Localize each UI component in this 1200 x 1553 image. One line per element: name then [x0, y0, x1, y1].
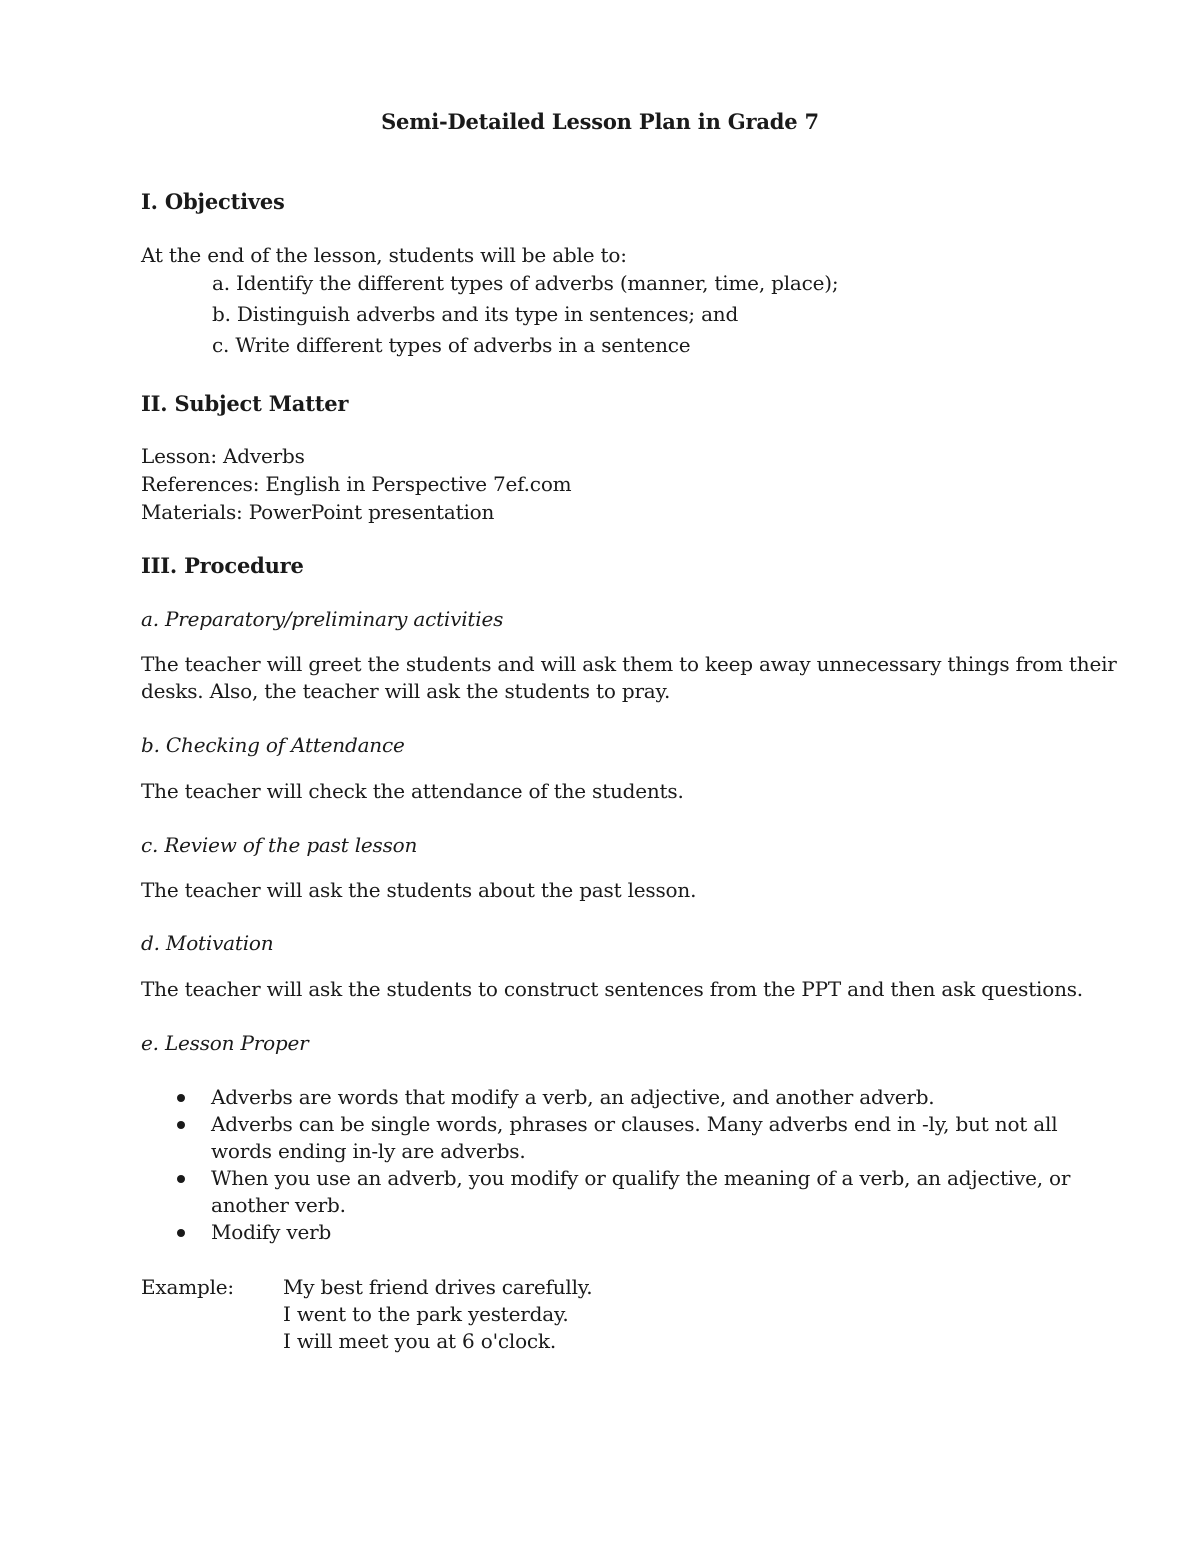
lesson-proper-title: e. Lesson Proper — [141, 1031, 309, 1055]
bullet-2-line1: Adverbs can be single words, phrases or clauses. Many adverbs end in -ly, but not all — [211, 1112, 1058, 1136]
bullet-icon — [177, 1094, 185, 1102]
bullet-icon — [177, 1175, 185, 1183]
bullet-3-line2: another verb. — [211, 1193, 346, 1217]
subject-lesson: Lesson: Adverbs — [141, 444, 305, 468]
procedure-heading: III. Procedure — [141, 553, 304, 578]
objective-item-a: a. Identify the different types of adverbs (manner, time, place); — [212, 271, 839, 295]
subject-matter-heading: II. Subject Matter — [141, 391, 349, 416]
example-sentence-1: My best friend drives carefully. — [283, 1275, 593, 1299]
example-sentence-3: I will meet you at 6 o'clock. — [283, 1329, 556, 1353]
motivation-text: The teacher will ask the students to construct sentences from the PPT and then ask questions. — [141, 977, 1083, 1001]
bullet-icon — [177, 1229, 185, 1237]
example-sentence-2: I went to the park yesterday. — [283, 1302, 569, 1326]
bullet-4-line1: Modify verb — [211, 1220, 332, 1244]
bullet-2-line2: words ending in-ly are adverbs. — [211, 1139, 526, 1163]
attendance-text: The teacher will check the attendance of the students. — [141, 779, 684, 803]
subject-materials: Materials: PowerPoint presentation — [141, 500, 495, 524]
preparatory-title: a. Preparatory/preliminary activities — [141, 607, 504, 631]
objectives-intro: At the end of the lesson, students will be able to: — [141, 243, 627, 267]
objective-item-c: c. Write different types of adverbs in a sentence — [212, 333, 691, 357]
bullet-1-line1: Adverbs are words that modify a verb, an adjective, and another adverb. — [211, 1085, 935, 1109]
review-title: c. Review of the past lesson — [141, 833, 418, 857]
review-text: The teacher will ask the students about the past lesson. — [141, 878, 697, 902]
bullet-icon — [177, 1121, 185, 1129]
attendance-title: b. Checking of Attendance — [141, 733, 405, 757]
preparatory-text-line1: The teacher will greet the students and will ask them to keep away unnecessary things from their — [141, 652, 1117, 676]
subject-references: References: English in Perspective 7ef.com — [141, 472, 572, 496]
bullet-3-line1: When you use an adverb, you modify or qualify the meaning of a verb, an adjective, or — [211, 1166, 1071, 1190]
objective-item-b: b. Distinguish adverbs and its type in sentences; and — [212, 302, 739, 326]
motivation-title: d. Motivation — [141, 931, 274, 955]
document-title: Semi-Detailed Lesson Plan in Grade 7 — [381, 109, 819, 134]
preparatory-text-line2: desks. Also, the teacher will ask the students to pray. — [141, 679, 671, 703]
objectives-heading: I. Objectives — [141, 189, 285, 214]
example-label: Example: — [141, 1275, 234, 1299]
